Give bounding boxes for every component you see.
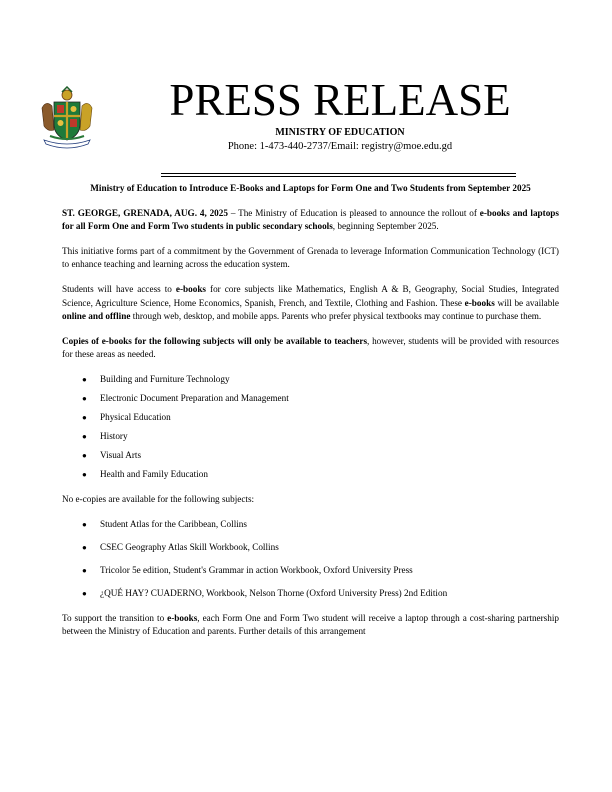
bullet-icon: ● xyxy=(82,565,87,575)
list-item xyxy=(62,411,559,424)
list-item-text: Student Atlas for the Caribbean, Collins xyxy=(100,519,247,530)
access-text-2: for core subjects like Mathematics, English A & B, Geography, Social Studies, Integrated Science, Agriculture Science, Home Economics, Spanish, French, and Textile, Clothing and Fashion. These xyxy=(62,284,559,308)
paragraph-access xyxy=(62,283,559,323)
bullet-icon: ● xyxy=(82,520,87,530)
intro-text-1: – The Ministry of Education is pleased to announce the rollout of xyxy=(227,207,480,218)
paragraph-initiative: This initiative forms part of a commitment by the Government of Grenada to leverage Information Communication Technology (ICT) to enhance teaching and learning across the education system. xyxy=(62,245,559,270)
list-item-text: ¿QUÉ HAY? CUADERNO, Workbook, Nelson Thorne (Oxford University Press) 2nd Edition xyxy=(100,587,448,598)
dateline: ST. GEORGE, GRENADA, AUG. 4, 2025 xyxy=(62,207,228,218)
bullet-icon: ● xyxy=(82,413,87,423)
list-item xyxy=(62,373,559,386)
access-text-1: Students will have access to xyxy=(62,284,176,295)
list-item xyxy=(62,518,559,531)
bullet-icon: ● xyxy=(82,542,87,552)
ministry-coat-of-arms xyxy=(38,86,96,152)
laptops-bold: e-books xyxy=(167,612,198,623)
list-item xyxy=(62,541,559,554)
access-text-3: will be available xyxy=(494,297,559,308)
access-bold-2: e-books xyxy=(464,297,495,308)
list-item xyxy=(62,430,559,443)
paragraph-laptops xyxy=(62,612,559,638)
teacher-only-subject-list xyxy=(62,373,559,481)
list-item xyxy=(62,587,559,600)
list-item xyxy=(62,392,559,405)
paragraph-intro xyxy=(62,207,559,233)
list-item-text: Electronic Document Preparation and Management xyxy=(100,393,289,404)
release-headline: Ministry of Education to Introduce E-Books and Laptops for Form One and Two Students from September 2025 xyxy=(90,183,531,193)
list-item-text: CSEC Geography Atlas Skill Workbook, Collins xyxy=(100,541,279,552)
intro-bold: e-books and laptops for all Form One and Form Two students in public secondary schools xyxy=(62,207,559,231)
contact-line: Phone: 1-473-440-2737/Email: registry@moe.edu.gd xyxy=(227,141,453,152)
laptops-text-2: , each Form One and Form Two student will receive a laptop through a cost-sharing partnership between the Ministry of Education and parents. Further details of this arrangement xyxy=(62,612,560,636)
list-item-text: Building and Furniture Technology xyxy=(100,374,230,385)
bullet-icon: ● xyxy=(82,375,87,385)
laptops-text-1: To support the transition to xyxy=(62,612,168,623)
access-text-4: through web, desktop, and mobile apps. Parents who prefer physical textbooks may continue to purchase them. xyxy=(130,310,542,321)
list-item-text: Visual Arts xyxy=(100,449,142,460)
ministry-name: MINISTRY OF EDUCATION xyxy=(275,127,405,138)
teacher-copies-text: , however, students will be provided with resources for these areas as needed. xyxy=(62,335,559,360)
bullet-icon: ● xyxy=(82,588,87,598)
list-item xyxy=(62,564,559,577)
page-title: PRESS RELEASE xyxy=(169,75,511,125)
list-item-text: Physical Education xyxy=(100,412,171,423)
list-item xyxy=(62,449,559,462)
intro-text-2: , beginning September 2025. xyxy=(332,220,439,231)
bullet-icon: ● xyxy=(82,432,87,441)
bullet-icon: ● xyxy=(82,469,87,479)
access-bold-1: e-books xyxy=(175,284,207,295)
list-item-text: History xyxy=(100,431,128,441)
bullet-icon: ● xyxy=(82,394,87,404)
list-item xyxy=(62,468,559,481)
teacher-copies-bold: Copies of e-books for the following subjects will only be available to teachers xyxy=(62,335,368,346)
press-release-body xyxy=(62,183,559,650)
letterhead xyxy=(130,76,550,153)
paragraph-no-ecopies: No e-copies are available for the following subjects: xyxy=(62,493,255,504)
bullet-icon: ● xyxy=(82,450,87,460)
access-bold-3: online and offline xyxy=(62,310,131,321)
list-item-text: Tricolor 5e edition, Student's Grammar in action Workbook, Oxford University Press xyxy=(100,564,413,575)
list-item-text: Health and Family Education xyxy=(100,468,208,479)
header-divider-top xyxy=(161,173,516,174)
paragraph-teacher-copies xyxy=(62,335,559,361)
no-ecopy-subject-list xyxy=(62,518,559,600)
header-divider-bottom xyxy=(161,176,516,177)
